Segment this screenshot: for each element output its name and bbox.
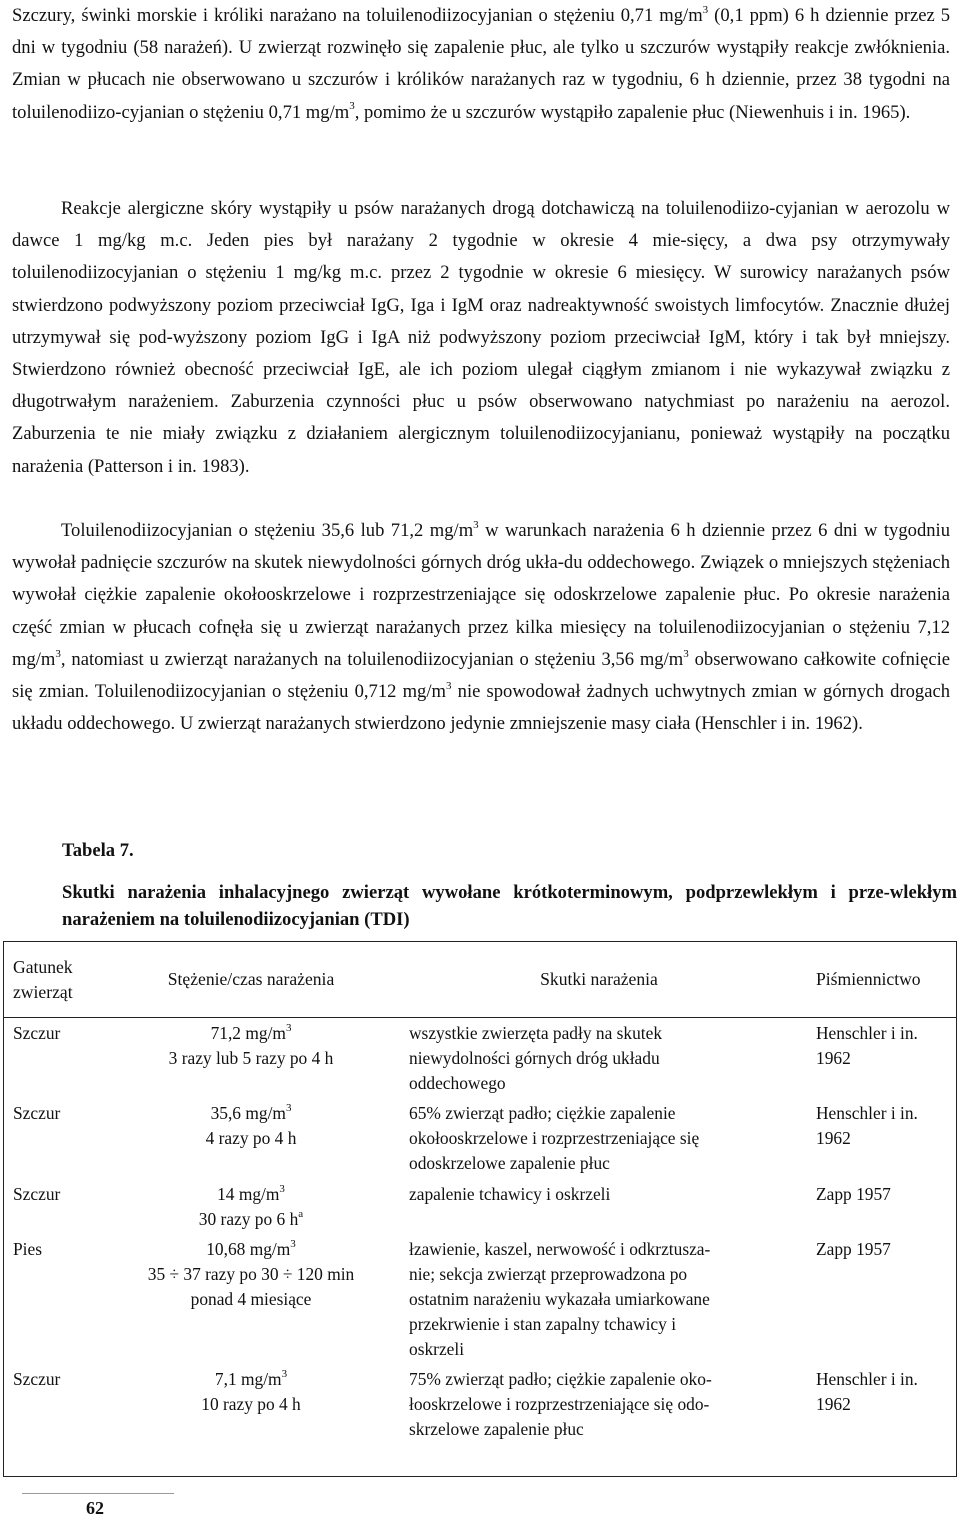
header-references: Piśmiennictwo: [816, 969, 921, 989]
cell-reference: Henschler i in. 1962: [816, 1023, 918, 1068]
cell-reference: Henschler i in. 1962: [816, 1369, 918, 1414]
cell-species: Pies: [13, 1239, 42, 1259]
cell-reference: Zapp 1957: [816, 1184, 891, 1204]
cell-species: Szczur: [13, 1184, 61, 1204]
header-species: Gatunek zwierząt: [13, 957, 73, 1002]
cell-reference: Henschler i in. 1962: [816, 1103, 918, 1148]
cell-species: Szczur: [13, 1023, 61, 1043]
paragraph-2: Reakcje alergiczne skóry wystąpiły u psów narażanych drogą dotchawiczą na toluilenodiizo-cyjanian w aerozolu w dawce 1 mg/kg m.c. Jeden pies był narażany 2 tygodnie w okresie 4 mie-sięcy, a dwa psy otrzymywały toluilenodiizocyjanian o stężeniu 1 mg/kg m.c. przez 2 tygodnie w okresie 6 miesięcy. W surowicy narażanych psów stwierdzono podwyższony poziom przeciwciał IgG, Iga i IgM oraz nadreaktywność swoistych limfocytów. Znacznie dłużej utrzymywał się pod-wyższony poziom IgG i IgA niż podwyższony poziom przeciwciał IgM, który i tak był mniejszy. Stwierdzono również obecność przeciwciał IgE, ale ich poziom ulegał ciągłym zmianom i nie wykazywał związku z długotrwałym narażeniem. Zaburzenia czynności płuc u psów obserwowano natychmiast po narażeniu na aerozol. Zaburzenia te nie miały związku z działaniem alergicznym toluilenodiizocyjanianu, ponieważ wystąpiły na początku narażenia (Patterson i in. 1983).: [12, 198, 950, 477]
cell-reference: Zapp 1957: [816, 1239, 891, 1259]
table-header-rule: [3, 1017, 957, 1018]
header-effects: Skutki narażenia: [540, 969, 658, 989]
footer-rule: [22, 1493, 174, 1494]
cell-exposure: 71,2 $mg/m^3$ 3 razy lub 5 razy po 4 h: [168, 1022, 334, 1068]
cell-effects: zapalenie tchawicy i oskrzeli: [409, 1184, 611, 1204]
cell-exposure: 35,6 $mg/m^3$ 4 razy po 4 h: [205, 1102, 297, 1148]
cell-effects: łzawienie, kaszel, nerwowość i odkrztusza- nie; sekcja zwierząt przeprowadzona po ostatnim narażeniu wykazała umiarkowane przekrwienie i stan zapalny tchawicy i oskrzeli: [409, 1239, 711, 1359]
paragraph-1: Szczury, świnki morskie i króliki narażano na toluilenodiizocyjanian o stężeniu 0,71 $mg/m^3$ (0,1 ppm) 6 h dziennie przez 5 dni w tygodniu (58 narażeń). U zwierząt rozwinęło się zapalenie płuc, ale tylko u szczurów wystąpiły reakcje zwłóknienia. Zmian w płucach nie obserwowano u szczurów i królików narażanych raz w tygodniu, 6 h dziennie, przez 38 tygodni na toluilenodiizo-cyjanian o stężeniu 0,71 $mg/m^3$, pomimo że u szczurów wystąpiło zapalenie płuc (Niewenhuis i in. 1965).: [12, 3, 951, 123]
cell-effects: 75% zwierząt padło; ciężkie zapalenie oko- łooskrzelowe i rozprzestrzeniające się odo- skrzelowe zapalenie płuc: [409, 1369, 712, 1439]
table-caption: Skutki narażenia inhalacyjnego zwierząt wywołane krótkoterminowym, podprzewlekłym i prze-wlekłym narażeniem na toluilenodiizocyjanian (TDI): [62, 882, 957, 930]
cell-effects: 65% zwierząt padło; ciężkie zapalenie okołooskrzelowe i rozprzestrzeniające się odoskrzelowe zapalenie płuc: [409, 1103, 700, 1173]
cell-exposure: 7,1 $mg/m^3$ 10 razy po 4 h: [201, 1368, 301, 1414]
cell-exposure: 10,68 $mg/m^3$ 35 ÷ 37 razy po 30 ÷ 120 min ponad 4 miesiące: [147, 1238, 355, 1309]
header-exposure: Stężenie/czas narażenia: [167, 969, 335, 989]
page-number: 62: [86, 1498, 104, 1518]
cell-exposure: 14 $mg/m^3$ 30 razy po 6 $h^a$: [198, 1183, 304, 1229]
cell-species: Szczur: [13, 1103, 61, 1123]
cell-species: Szczur: [13, 1369, 61, 1389]
table-label: Tabela 7.: [62, 840, 134, 861]
paragraph-3: Toluilenodiizocyjanian o stężeniu 35,6 lub 71,2 $mg/m^3$ w warunkach narażenia 6 h dziennie przez 6 dni w tygodniu wywołał padnięcie szczurów na skutek niewydolności górnych dróg ukła-du oddechowego. Związek o mniejszych stężeniach wywołał ciężkie zapalenie okołooskrzelowe i rozprzestrzeniające się odoskrzelowe zapalenie płuc. Po okresie narażenia część zmian w płucach cofnęła się u zwierząt narażanych przez kilka miesięcy na toluilenodiizocyjanian o stężeniu 7,12 $mg/m^3$, natomiast u zwierząt narażanych na toluilenodiizocyjanian o stężeniu 3,56 $mg/m^3$ obserwowano całkowite cofnięcie się zmian. Toluilenodiizocyjanian o stężeniu 0,712 $mg/m^3$ nie spowodował żadnych uchwytnych zmian w górnych drogach układu oddechowego. U zwierząt narażanych stwierdzono jedynie zmniejszenie masy ciała (Henschler i in. 1962).: [12, 518, 950, 735]
cell-effects: wszystkie zwierzęta padły na skutek niewydolności górnych dróg układu oddechowego: [409, 1023, 663, 1093]
